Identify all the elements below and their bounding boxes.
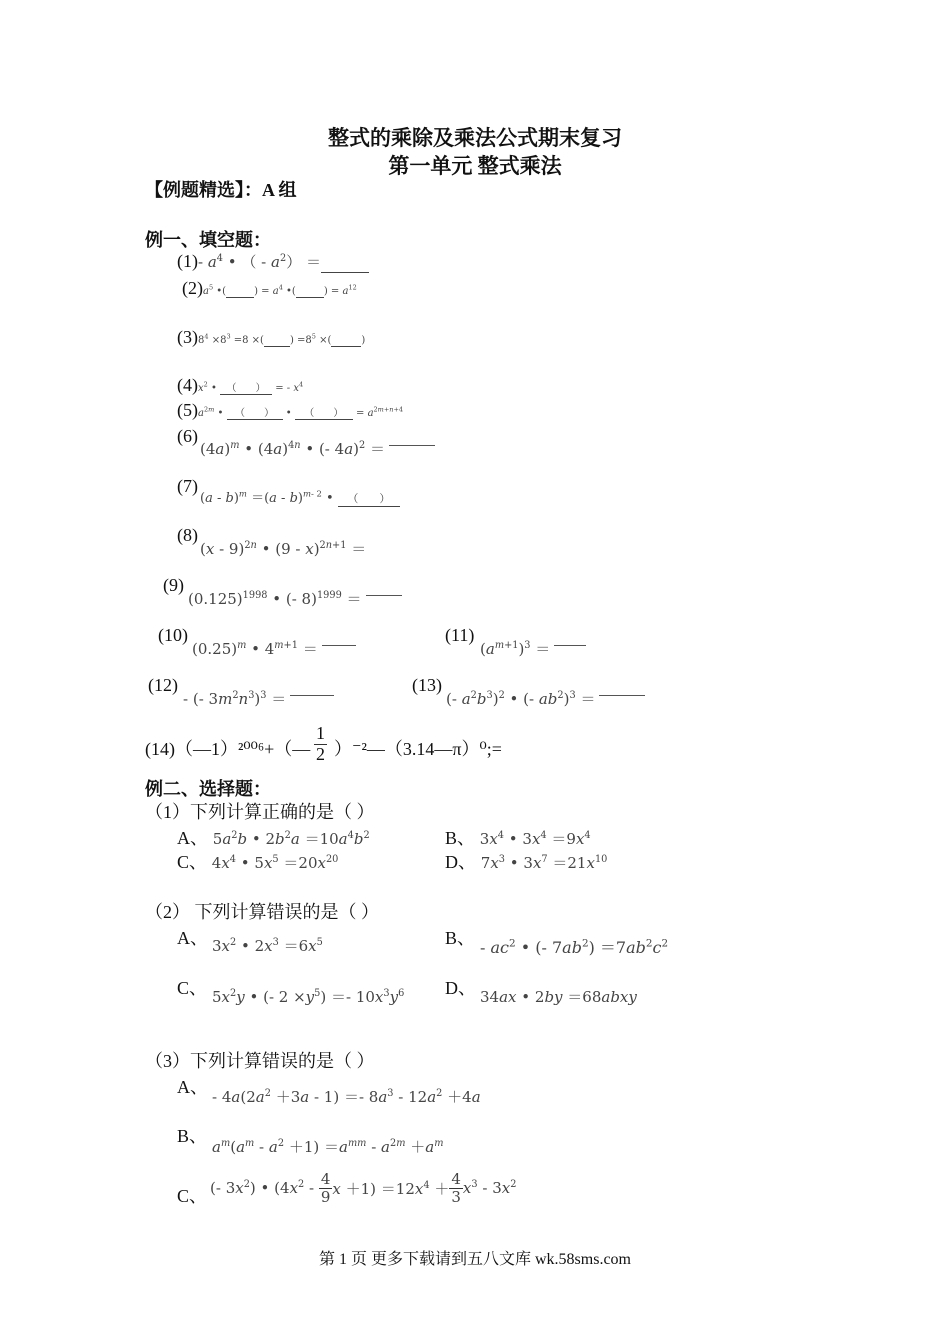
problem-14-denominator: 2 (316, 743, 325, 764)
question-3-stem: （3）下列计算错误的是（ ） (145, 1051, 375, 1071)
problem-4-number: (4) (177, 375, 198, 395)
problem-7-expression: (a - b)$^m$ ＝(a - b)$^{m- 2}$ • （ ） (200, 487, 400, 507)
question-1-option-d-label: D、 (445, 852, 476, 872)
problem-13 (412, 675, 442, 696)
problem-12-number: (12) (148, 675, 178, 695)
problem-8-number: (8) (177, 525, 198, 545)
question-2-option-a-label[interactable]: A、 (177, 928, 208, 948)
problem-9 (163, 575, 184, 596)
problem-9-number: (9) (163, 575, 184, 595)
page-title: 整式的乘除及乘法公式期末复习 (328, 126, 622, 150)
problem-11-number: (11) (445, 625, 475, 645)
question-3-option-a-label[interactable]: A、 (177, 1077, 208, 1097)
question-1-option-a-label: A、 (177, 828, 208, 848)
problem-14-tail: ）⁻²—（3.14—π）⁰;= (334, 739, 502, 759)
section-label: 【例题精选】：A 组 (145, 180, 297, 200)
problem-4 (177, 375, 303, 396)
problem-14 (145, 735, 310, 761)
problem-13-answer-blank[interactable] (599, 694, 645, 696)
problem-10-number: (10) (158, 625, 188, 645)
problem-3-blank-1[interactable] (264, 335, 290, 347)
question-1-stem: （1）下列计算正确的是（ ） (145, 802, 375, 822)
question-1-option-a-expr: $5a^2b$ • $2b^2a =10a^4b^2$ (208, 830, 370, 848)
problem-10-expression: $(0.25)^m$ • $4^{m+1}$ ＝ (192, 638, 356, 659)
problem-3 (177, 327, 365, 348)
problem-4-expression: $x^2$ • （ ） = - $x^4$ (198, 380, 304, 394)
question-1-option-b[interactable] (445, 824, 591, 850)
question-2-stem: （2） 下列计算错误的是（ ） (145, 902, 379, 922)
question-3-option-c-expr: (- $3x^2$) • ($4x^2$ - $\frac{4}{9}$ $x +1) =12x^4$ ＋ $\frac{4}{3}$ $x^3 - 3x^2$ (210, 1170, 517, 1206)
page-subtitle: 第一单元 整式乘法 (388, 154, 562, 178)
problem-13-expression: (- $a^2b^3)^2$ • (- $ab^2)^3$ ＝ (446, 688, 645, 709)
example2-heading: 例二、选择题： (145, 779, 271, 799)
problem-8 (177, 525, 198, 546)
problem-1-number: (1) (177, 251, 198, 271)
question-2-option-d-expr: 34ax • 2by ＝68abxy (480, 988, 637, 1006)
problem-2 (182, 278, 357, 299)
question-2-option-c-label[interactable]: C、 (177, 978, 208, 998)
problem-7 (177, 476, 198, 497)
problem-1-answer-blank[interactable] (321, 254, 369, 273)
problem-2-blank-1[interactable] (226, 286, 254, 298)
problem-2-number: (2) (182, 278, 203, 298)
problem-1 (177, 251, 369, 273)
problem-8-expression: (x - 9)$^{2n}$ • (9 - x)$^{2n+1}$ ＝ (200, 540, 367, 558)
question-1-option-c-label: C、 (177, 852, 208, 872)
question-3-option-b-expr: $a^m(a^m - a^2 +1) =a^{mm} - a^{2m} +a^m$ (212, 1138, 444, 1156)
problem-6-number: (6) (177, 426, 198, 446)
problem-12-answer-blank[interactable] (290, 694, 334, 696)
problem-7-number: (7) (177, 476, 198, 496)
question-3-frac2-num: 4 (451, 1170, 461, 1188)
problem-4-blank[interactable]: （ ） (220, 379, 272, 395)
problem-11-expression: $(a^{m+1})^3$ ＝ (480, 638, 586, 659)
question-3-option-a-expr: - $4a(2a^2 +3a - 1) =- 8a^3 - 12a^2 +4a$ (212, 1088, 481, 1106)
problem-6-expression: $(4a)^m$ • $(4a)^{4n}$ • (- 4a)$^2$ ＝ (200, 438, 435, 459)
problem-12-expression: - (- $3m^2n^3)^3$ ＝ (183, 688, 334, 709)
problem-14-numerator: 1 (316, 723, 325, 743)
problem-5-number: (5) (177, 400, 198, 420)
question-1-option-a[interactable] (177, 824, 370, 850)
question-3-frac1-num: 4 (320, 1170, 331, 1188)
question-1-option-b-expr: $3x^4$ • $3x^4 =9x^4$ (475, 830, 591, 848)
problem-9-answer-blank[interactable] (366, 594, 402, 596)
question-3-option-c-label[interactable]: C、 (177, 1186, 208, 1206)
problem-10-answer-blank[interactable] (322, 644, 356, 646)
question-2-option-d-label[interactable]: D、 (445, 978, 476, 998)
page-footer: 第 1 页 更多下载请到五八文库 wk.58sms.com (318, 1251, 631, 1268)
question-2-option-c-expr: $5x^2y$ • (- $2 \times y^5) =- 10x^3y^6$ (212, 988, 405, 1006)
problem-14-start: (14)（—1）²⁰⁰⁶+（— (145, 739, 311, 759)
question-3-option-b-label[interactable]: B、 (177, 1126, 208, 1146)
question-1-option-b-label: B、 (445, 828, 476, 848)
problem-10 (158, 625, 188, 646)
problem-11-answer-blank[interactable] (554, 644, 586, 646)
question-3-frac1-den: 9 (320, 1187, 331, 1206)
question-1-option-c[interactable] (177, 848, 338, 874)
problem-9-expression: $(0.125)^{1998}$ • (- 8)$^{1999}$ ＝ (188, 588, 402, 609)
question-3-frac2-den: 3 (451, 1187, 461, 1206)
question-2-option-b-expr: - $ac^2$ • (- $7ab^2) =7ab^2c^2$ (480, 937, 669, 957)
problem-14-end (334, 735, 502, 761)
problem-3-blank-2[interactable] (331, 335, 361, 347)
question-1-option-d[interactable] (445, 848, 607, 874)
question-1-option-c-expr: $4x^4$ • $5x^5 =20x^{20}$ (207, 854, 339, 872)
problem-1-expression: - $a^4$ • （ - $a^2$） ＝ (198, 253, 321, 271)
example1-heading: 例一、填空题： (145, 230, 271, 250)
question-2-option-a-expr: $3x^2$ • $2x^3 =6x^5$ (212, 937, 323, 955)
problem-3-number: (3) (177, 327, 198, 347)
problem-12 (148, 675, 178, 696)
problem-6 (177, 426, 198, 447)
problem-2-blank-2[interactable] (296, 286, 324, 298)
problem-14-fraction (314, 724, 327, 765)
problem-6-answer-blank[interactable] (389, 444, 435, 446)
question-1-option-d-expr: $7x^3$ • $3x^7 =21x^{10}$ (476, 854, 608, 872)
problem-2-expression: $a^5$ •( ) = $a^4$ •( ) = $a^{12}$ (203, 283, 357, 297)
problem-11 (445, 625, 474, 646)
problem-7-blank[interactable]: （ ） (338, 490, 400, 507)
problem-5 (177, 400, 403, 421)
problem-5-expression: $a^{2m}$ • （ ） • （ ） = $a^{2m+n+4}$ (198, 405, 404, 419)
problem-5-blank-2[interactable]: （ ） (295, 404, 353, 420)
problem-5-blank-1[interactable]: （ ） (227, 404, 283, 420)
question-2-option-b-label[interactable]: B、 (445, 928, 476, 948)
problem-3-expression: $8^4 \times 8^3 =8$ ×( ) $=8^5$ ×( ) (198, 332, 366, 346)
problem-13-number: (13) (412, 675, 442, 695)
